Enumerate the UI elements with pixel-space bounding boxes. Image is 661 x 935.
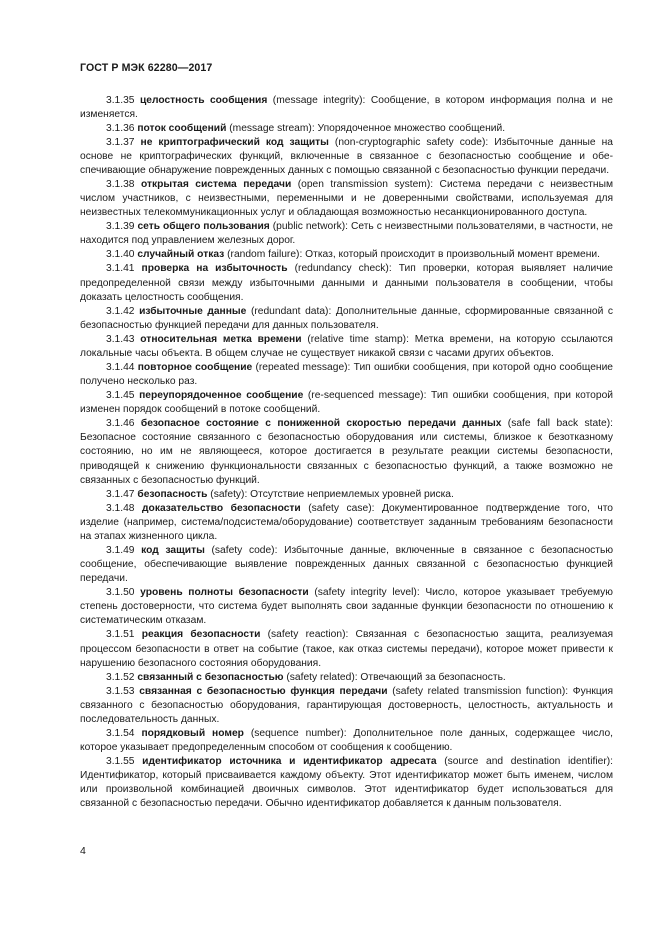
term: случайный отказ <box>137 249 225 261</box>
page-number: 4 <box>80 845 86 857</box>
term: порядковый номер <box>141 728 244 740</box>
clause-number: 3.1.41 <box>106 263 135 275</box>
clause-number: 3.1.50 <box>106 587 135 599</box>
definition-3-1-43 <box>80 333 613 361</box>
definition-text: (re-sequenced message): Тип ошибки сообщения, при которой изменен порядок сообщений в потоке сообщений. <box>80 390 613 416</box>
clause-number: 3.1.51 <box>106 629 135 641</box>
definition-3-1-48 <box>80 502 613 544</box>
clause-number: 3.1.45 <box>106 390 135 402</box>
definition-3-1-39 <box>80 220 613 248</box>
definition-text: (sequence number): Дополнительное поле данных, содержащее число, которое указывает предопределенным способом от сообщения к сообщению. <box>80 728 613 754</box>
page-header: ГОСТ Р МЭК 62280—2017 <box>80 62 213 74</box>
definitions-list <box>80 94 613 812</box>
term: связанная с безопасностью функция передачи <box>139 685 388 697</box>
term: целостность сообщения <box>139 94 268 106</box>
definition-text: (repeated message): Тип ошибки сообщения, при которой одно сообщение получено несколько раз. <box>80 361 613 388</box>
definition-3-1-47 <box>80 488 613 502</box>
definition-3-1-38 <box>80 178 613 220</box>
definition-text: (safety related transmission function): Функция связанного с безопасностью оборудования, гарантирующая достоверность, целостность, актуальность и последовательность данных. <box>80 685 613 725</box>
definition-3-1-55 <box>80 755 613 811</box>
definition-text: (safety case): Документированное подтверждение того, что изделие (например, система/подсистема/оборудование) соответствует заданным требованиям безопасности на этапах жизненного цикла. <box>80 502 613 542</box>
term: переупорядоченное сообщение <box>139 390 304 402</box>
definition-text: (safety code): Избыточные данные, включенные в связанное с безопасностью сообщение, обеспечивающие выявление поврежденных данных связанной с безопасностью функцией передачи. <box>80 545 614 585</box>
definition-3-1-37 <box>80 136 613 178</box>
definition-text: (safety related): Отвечающий за безопасность. <box>283 671 506 683</box>
definition-text: (random failure): Отказ, который происходит в произвольный момент времени. <box>224 249 600 261</box>
clause-number: 3.1.43 <box>106 333 135 345</box>
definition-text: (message stream): Упорядоченное множество сообщений. <box>226 122 506 134</box>
definition-3-1-49 <box>80 544 613 586</box>
term: безопасное состояние с пониженной скоростью передачи данных <box>140 418 502 430</box>
definition-3-1-53 <box>80 685 613 727</box>
clause-number: 3.1.54 <box>106 728 135 740</box>
definition-text: (redundancy check): Тип проверки, которая выявляет наличие предопределенной связи между избыточными данными и данными пользователя в сообщении, чтобы доказать целостность сообщения. <box>80 263 613 303</box>
term: избыточные данные <box>139 305 247 317</box>
clause-number: 3.1.36 <box>106 122 135 134</box>
clause-number: 3.1.35 <box>106 94 135 106</box>
clause-number: 3.1.37 <box>106 136 135 148</box>
definition-text: (source and destination identifier): Идентификатор, который присваивается каждому объекту. Этот идентификатор может быть именем, числом или произвольной комбинацией двоичных символов. Этот идентификатор будет использоваться для связанной с безопасностью передачи. Обычно идентификатор добавляется к данным пользователя. <box>80 756 613 810</box>
definition-3-1-46 <box>80 417 613 487</box>
definition-text: (safe fall back state): Безопасное состояние связанного с безопасностью оборудования или системы, близкое к безотказному состоянию, но им не являющееся, которое достигается в результате реакции системы безопасности, приводящей к снижению функциональности связанных с безопасностью функций, а также возможно не связанных с безопасностью функций. <box>80 418 613 486</box>
definition-3-1-44 <box>80 361 613 389</box>
term: сеть общего пользования <box>137 221 270 233</box>
definition-3-1-35 <box>80 94 613 122</box>
term: доказательство безопасности <box>142 502 301 514</box>
clause-number: 3.1.40 <box>106 249 135 261</box>
term: не криптографический код защиты <box>140 136 329 148</box>
clause-number: 3.1.49 <box>106 545 135 556</box>
clause-number: 3.1.42 <box>106 305 135 317</box>
clause-number: 3.1.52 <box>106 671 135 683</box>
definition-3-1-52 <box>80 671 613 685</box>
clause-number: 3.1.48 <box>106 502 135 514</box>
definition-text: (relative time stamp): Метка времени, на которую ссылаются локальные часы объекта. В общем случае не существует никакой связи с часами других объектов. <box>80 333 613 359</box>
definition-3-1-36 <box>80 122 613 136</box>
clause-number: 3.1.46 <box>106 418 135 430</box>
term: относительная метка времени <box>140 333 302 345</box>
definition-3-1-50 <box>80 586 613 628</box>
definition-text: (non-cryptographic safety code): Избыточные данные на основе не криптографических функций, включенные в связанное с безопасностью сообщение и обеспечивающие обнаружение поврежденных данных с помощью связанной с безопасностью функции передачи. <box>80 136 613 176</box>
clause-number: 3.1.55 <box>106 756 135 768</box>
clause-number: 3.1.53 <box>106 685 135 697</box>
clause-number: 3.1.38 <box>106 178 135 190</box>
term: связанный с безопасностью <box>137 671 284 683</box>
definition-3-1-40 <box>80 248 613 262</box>
definition-text: (safety reaction): Связанная с безопасностью защита, реализуемая процессом безопасности в ответ на событие (такое, как отказ системы передачи), которое может привести к нарушению безопасного состояния оборудования. <box>80 629 613 669</box>
term: код защиты <box>141 545 205 556</box>
term: проверка на избыточность <box>141 263 288 275</box>
clause-number: 3.1.47 <box>106 488 135 500</box>
term: реакция безопасности <box>141 629 261 641</box>
clause-number: 3.1.39 <box>106 221 135 233</box>
definition-text: (redundant data): Дополнительные данные, сформированные связанной с безопасностью функцией передачи для данных пользователя. <box>80 305 613 331</box>
definition-3-1-54 <box>80 727 613 755</box>
term: уровень полноты безопасности <box>140 587 309 599</box>
definition-text: (public network): Сеть с неизвестными пользователями, в частности, не находится под управлением железных дорог. <box>80 221 613 247</box>
term: идентификатор источника и идентификатор адресата <box>142 756 437 768</box>
definition-text: (safety integrity level): Число, которое указывает требуемую степень достоверности, что система будет выполнять свои заданные функции безопасности по отношению к систематическим отказам. <box>80 587 613 627</box>
clause-number: 3.1.44 <box>106 361 135 373</box>
definition-text: (open transmission system): Система передачи с неизвестным числом участников, с неизвестными, переменными и не доверенными свойствами, используемая для неизвестных телекоммуникационных услуг и обладающая возможностью несанкционированного доступа. <box>80 178 613 219</box>
term: повторное сообщение <box>137 361 253 373</box>
definition-text: (message integrity): Сообщение, в котором информация полна и не изменяется. <box>80 94 613 120</box>
definition-3-1-42 <box>80 305 613 333</box>
definition-3-1-51 <box>80 628 613 670</box>
term: открытая система передачи <box>140 178 292 190</box>
term: поток сообщений <box>137 122 227 134</box>
definition-3-1-45 <box>80 389 613 417</box>
definition-text: (safety): Отсутствие неприемлемых уровней риска. <box>207 488 454 500</box>
definition-3-1-41 <box>80 262 613 304</box>
term: безопасность <box>137 488 208 500</box>
